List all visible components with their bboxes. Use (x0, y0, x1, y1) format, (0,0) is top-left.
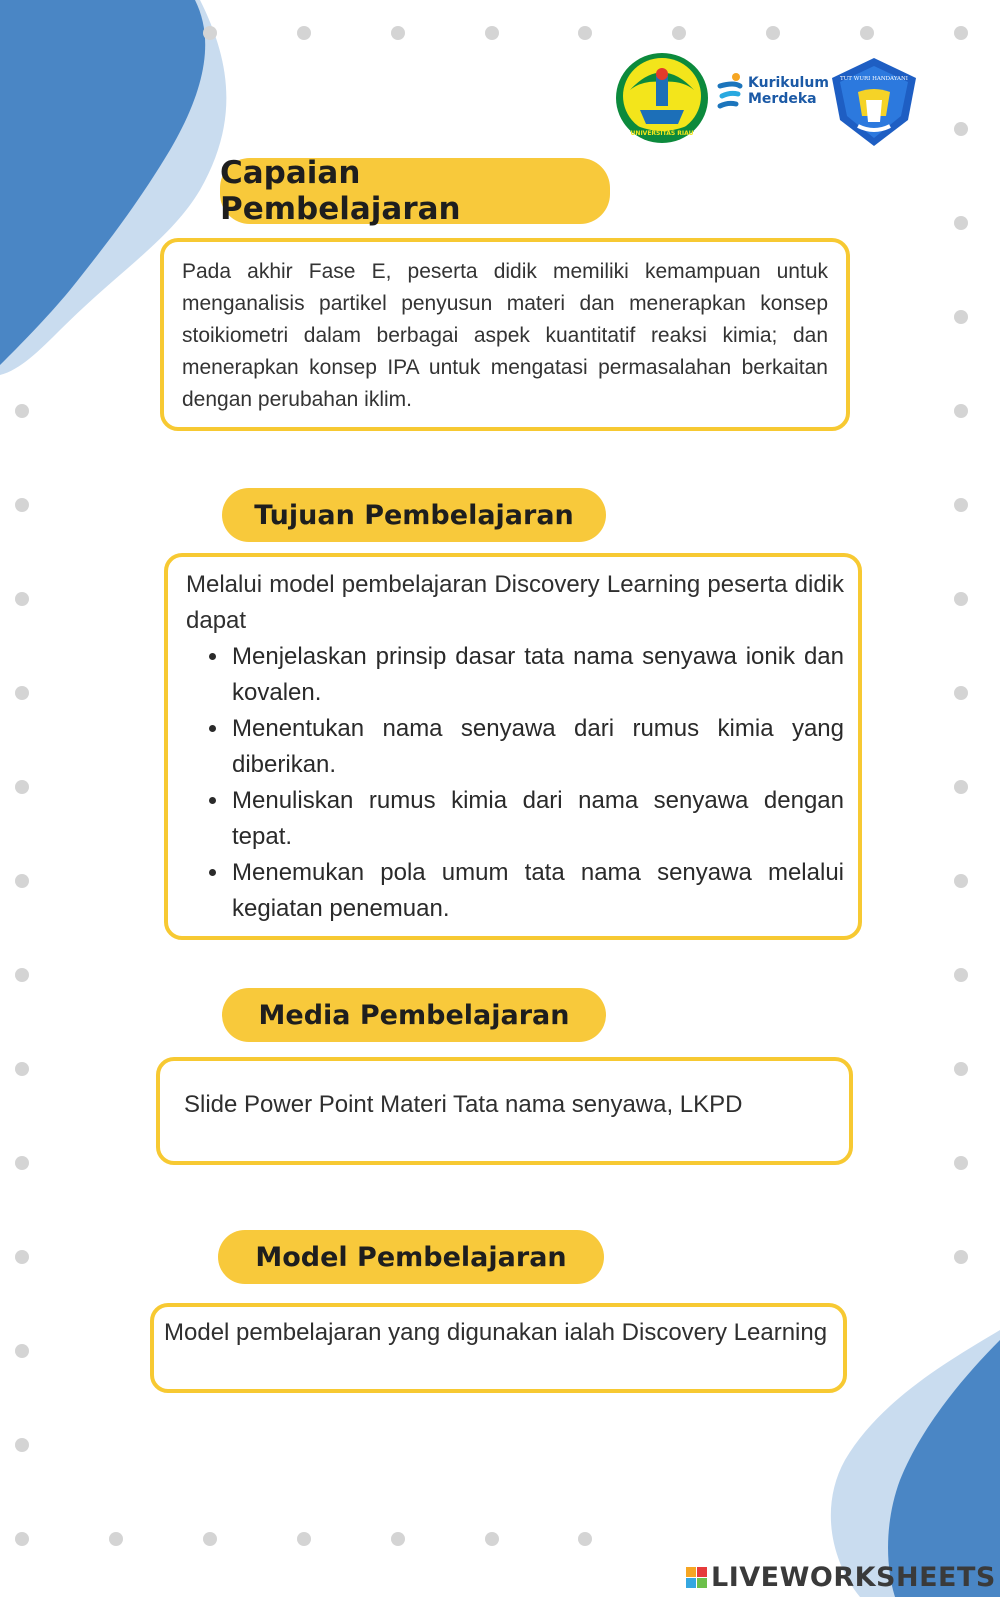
university-name-text: UNIVERSITAS RIAU (630, 130, 694, 137)
tujuan-intro: Melalui model pembelajaran Discovery Learning peserta didik dapat (186, 571, 844, 634)
list-item: • Menjelaskan prinsip dasar tata nama senyawa ionik dan kovalen. (230, 639, 844, 711)
liveworksheets-brand[interactable] (686, 1562, 996, 1593)
kurikulum-line2: Merdeka (748, 91, 817, 107)
tujuan-box (164, 553, 862, 940)
media-text: Slide Power Point Materi Tata nama senyawa, LKPD (184, 1091, 743, 1118)
list-item: • Menentukan nama senyawa dari rumus kimia yang diberikan. (230, 711, 844, 783)
kemendikbud-motto-text: TUT WURI HANDAYANI (840, 76, 908, 82)
model-box (150, 1303, 847, 1393)
media-box (156, 1057, 853, 1165)
media-title: Media Pembelajaran (258, 999, 570, 1031)
capaian-text: Pada akhir Fase E, peserta didik memiliki kemampuan untuk menganalisis partikel penyusun materi dan menerapkan konsep stoikiometri dalam berbagai aspek kuantitatif reaksi kimia; dan menerapkan konsep IPA untuk mengatasi permasalahan berkaitan dengan perubahan iklim. (182, 260, 828, 411)
bottom-right-blob-decoration (820, 1330, 1000, 1597)
liveworksheets-icon (686, 1567, 707, 1588)
media-title-pill (222, 988, 606, 1042)
capaian-title-pill (220, 155, 610, 227)
model-title: Model Pembelajaran (255, 1241, 567, 1273)
model-text: Model pembelajaran yang digunakan ialah Discovery Learning (164, 1319, 828, 1346)
capaian-title: Capaian Pembelajaran (220, 155, 461, 227)
capaian-box (160, 238, 850, 431)
list-item: • Menuliskan rumus kimia dari nama senyawa dengan tepat. (230, 783, 844, 855)
tujuan-title: Tujuan Pembelajaran (254, 499, 574, 531)
kurikulum-line1: Kurikulum (748, 75, 829, 91)
tut-wuri-handayani-logo (828, 56, 920, 148)
tujuan-title-pill (222, 488, 606, 542)
liveworksheets-text: LIVEWORKSHEETS (711, 1562, 996, 1593)
kurikulum-merdeka-logo (716, 70, 829, 114)
model-title-pill (218, 1230, 604, 1284)
universitas-riau-logo (612, 50, 712, 146)
list-item: • Menemukan pola umum tata nama senyawa melalui kegiatan penemuan. (230, 855, 844, 927)
tujuan-list (186, 639, 844, 927)
